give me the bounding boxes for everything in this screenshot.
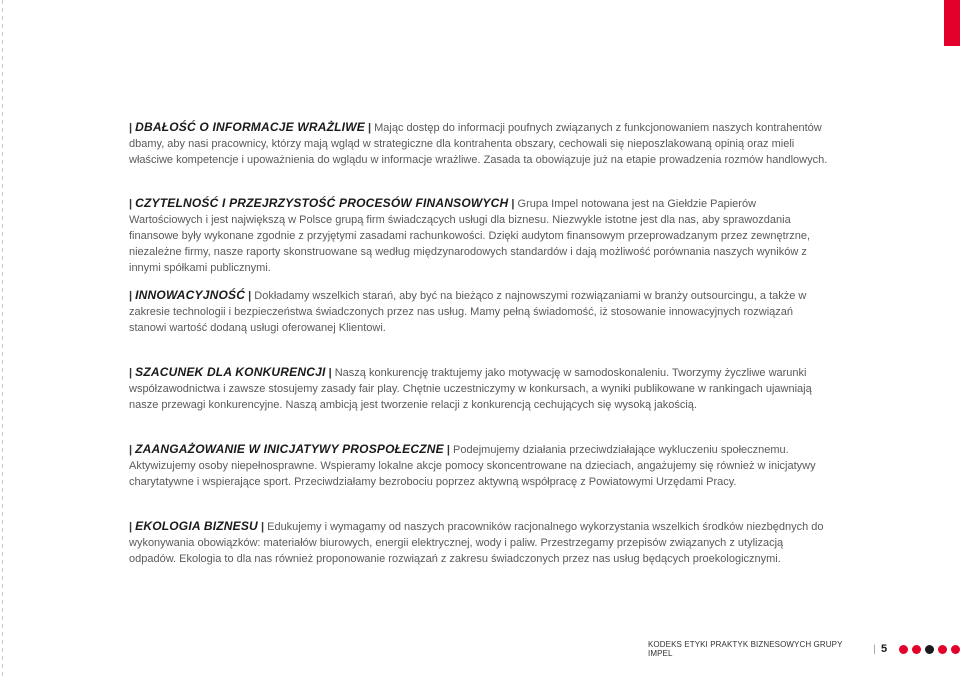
- separator-bar: |: [129, 521, 133, 533]
- footer-dot: [925, 645, 934, 654]
- section-body: Mając dostęp do informacji poufnych związanych z funkcjonowaniem naszych kontrahentów dbamy, aby nasi pracownicy, którzy mają wgląd w strategiczne dla kontrahenta obszary, cechowali się nieposzlakowaną opinią oraz mieli właściwe kompetencje i upoważnienia do wglądu w informacje wrażliwe. Zasada ta obowiązuje już na etapie prowadzenia rozmów handlowych.: [129, 122, 828, 166]
- separator-bar: |: [248, 290, 252, 302]
- section-ecology: [129, 518, 829, 567]
- separator-bar: |: [260, 521, 265, 533]
- red-corner-tab: [944, 0, 960, 46]
- section-title: INNOWACYJNOŚĆ: [135, 288, 246, 302]
- separator-bar: |: [446, 444, 450, 456]
- footer-dot: [912, 645, 921, 654]
- section-body: Naszą konkurencję traktujemy jako motywację w samodoskonaleniu. Tworzymy życzliwe warunki współzawodnictwa i zawsze stosujemy zasady fair play. Chętnie uczestniczymy w konkursach, a wyniki publikowane w rankingach ujawniają nasze przewagi konkurencyjne. Naszą ambicją jest tworzenie relacji z konkurencją cechujących się wysoką jakością.: [129, 367, 812, 411]
- section-social: [129, 441, 829, 490]
- footer-dot: [951, 645, 960, 654]
- footer-dot: [938, 645, 947, 654]
- section-body: Dokładamy wszelkich starań, aby być na bieżąco z najnowszymi rozwiązaniami w branży outsourcingu, a także w zakresie technologii i bezpieczeństwa świadczonych przez nas usług. Mamy pełną świadomość, iż stosowanie innowacyjnych rozwiązań stanowi wartość dodaną usługi oferowanej Klientowi.: [129, 290, 807, 334]
- section-title: CZYTELNOŚĆ I PRZEJRZYSTOŚĆ PROCESÓW FINANSOWYCH: [135, 196, 509, 210]
- footer-label: KODEKS ETYKI PRAKTYK BIZNESOWYCH GRUPY IMPEL: [648, 640, 843, 658]
- section-title: EKOLOGIA BIZNESU: [135, 519, 258, 533]
- section-innovation: [129, 287, 829, 336]
- section-body: Edukujemy i wymagamy od naszych pracowników racjonalnego wykorzystania wszelkich środków niezbędnych do wykonywania obowiązków: materiałów biurowych, energii elektrycznej, wody i paliw. Przestrzegamy przepisów związanych z utylizacją odpadów. Ekologia to dla nas również proponowanie rozwiązań z zakresu świadczonych przez nas usług będących proekologicznymi.: [129, 521, 824, 565]
- separator-bar: |: [129, 290, 133, 302]
- separator-bar: |: [129, 367, 133, 379]
- section-title: SZACUNEK DLA KONKURENCJI: [135, 365, 326, 379]
- footer-separator: |: [873, 643, 876, 655]
- section-information: [129, 119, 829, 168]
- separator-bar: |: [368, 122, 372, 134]
- section-title: ZAANGAŻOWANIE W INICJATYWY PROSPOŁECZNE: [135, 442, 444, 456]
- section-body: Grupa Impel notowana jest na Giełdzie Papierów Wartościowych i jest największą w Polsce grupą firm świadczących usługi dla biznesu. Niezwykle istotne jest dla nas, aby sprawozdania finansowe były wykonane zgodnie z przyjętymi zasadami rachunkowości. Dzięki audytom finansowym przeprowadzanym przez zewnętrzne, niezależne firmy, nasze raporty skonstruowane są według międzynarodowych standardów i dają możliwość porównania naszych wyników z innymi spółkami publicznymi.: [129, 198, 811, 274]
- footer-dot: [899, 645, 908, 654]
- section-title: DBAŁOŚĆ O INFORMACJE WRAŻLIWE: [135, 120, 365, 134]
- page-number: 5: [880, 643, 888, 655]
- separator-bar: |: [328, 367, 332, 379]
- separator-bar: |: [129, 122, 133, 134]
- separator-bar: |: [129, 198, 133, 210]
- separator-bar: |: [511, 198, 515, 210]
- page-edge-dashes: [2, 0, 3, 679]
- separator-bar: |: [129, 444, 133, 456]
- section-finance: [129, 195, 829, 276]
- page-footer: [648, 640, 960, 658]
- section-competition: [129, 364, 829, 413]
- section-body: Podejmujemy działania przeciwdziałające wykluczeniu społecznemu. Aktywizujemy osoby niepełnosprawne. Wspieramy lokalne akcje pomocy skoncentrowane na dzieciach, angażujemy się również w inicjatywy charytatywne i wspierające sport. Przeciwdziałamy bezrobociu poprzez aktywną współpracę z Powiatowymi Urzędami Pracy.: [129, 444, 816, 488]
